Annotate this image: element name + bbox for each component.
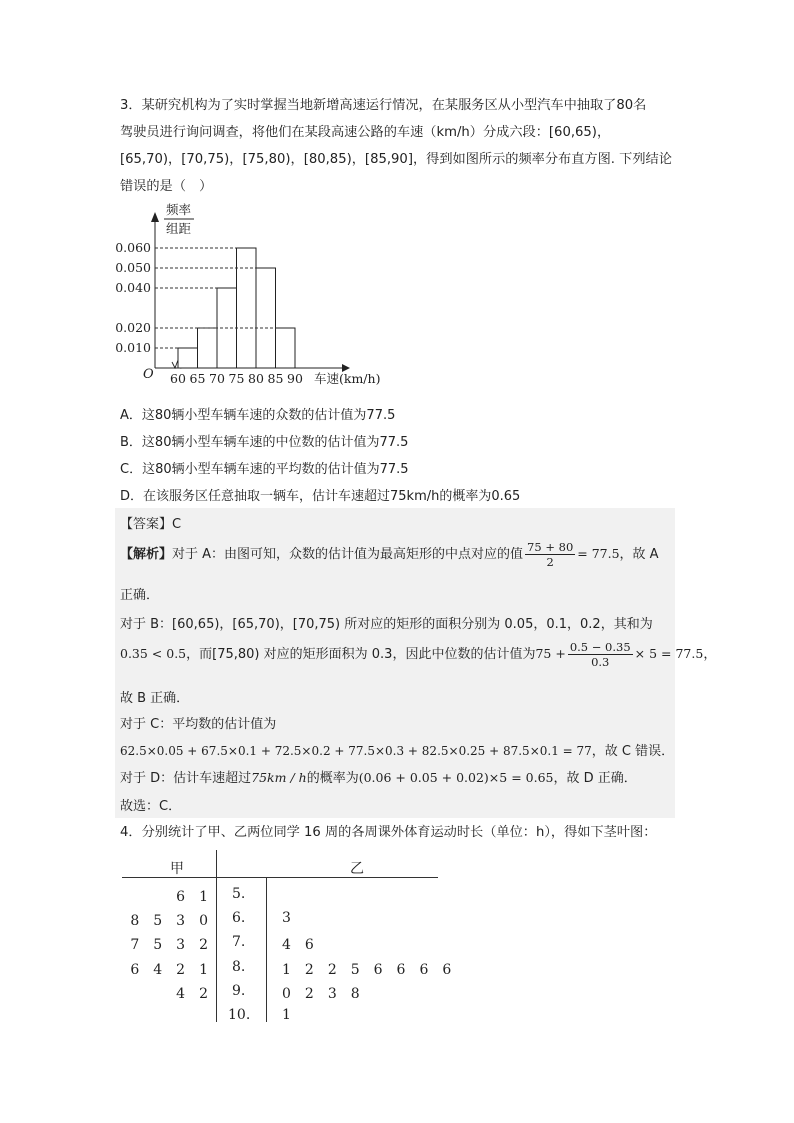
leaf-right-row-6: 1 bbox=[282, 1007, 291, 1023]
b-end: ， bbox=[703, 647, 717, 662]
analysis-a-line2: 正确． bbox=[120, 588, 160, 603]
option-c: C．这80辆小型车辆车速的平均数的估计值为77.5 bbox=[120, 462, 409, 477]
leaf-right-row-2: 3 bbox=[282, 910, 291, 926]
mean-expression: 62.5×0.05 + 67.5×0.1 + 72.5×0.2 + 77.5×0.3 + 82.5×0.25 + 87.5×0.1 = 77 bbox=[120, 744, 592, 758]
d-text2: 的概率为 bbox=[306, 771, 359, 786]
y-tick-label: 0.010 bbox=[115, 340, 151, 355]
stem-row-3: 7. bbox=[232, 934, 246, 950]
b-inequality: 0.35 < 0.5 bbox=[120, 646, 187, 661]
analysis-a-text: 对于 A：由图可知，众数的估计值为最高矩形的中点对应的值 bbox=[172, 547, 524, 562]
analysis-d-line bbox=[120, 767, 637, 786]
answer-line bbox=[120, 513, 181, 532]
stem-leaf-header-left: 甲 bbox=[170, 861, 184, 877]
leaf-left-row-2: 8 5 3 0 bbox=[130, 913, 208, 929]
mode-fraction-num: 75 + 80 bbox=[527, 540, 574, 554]
y-tick-label: 0.020 bbox=[115, 320, 151, 335]
d-end: ，故 D 正确． bbox=[553, 771, 637, 786]
histogram-bar bbox=[198, 328, 218, 368]
c-end: ，故 C 错误． bbox=[591, 744, 675, 759]
x-axis-label: 车速(km/h) bbox=[314, 371, 381, 386]
median-fraction-den: 0.3 bbox=[591, 655, 610, 669]
y-axis-arrow bbox=[151, 212, 159, 222]
analysis-label: 【解析】 bbox=[120, 547, 173, 562]
stem-row-4: 8. bbox=[232, 959, 246, 975]
stem-leaf-header-right: 乙 bbox=[350, 861, 364, 877]
median-fraction bbox=[568, 640, 633, 669]
analysis-a-line bbox=[120, 540, 659, 569]
analysis-b-line1: 对于 B：[60,65)，[65,70)，[70,75) 所对应的矩形的面积分别为 0.05，0.1，0.2，其和为 bbox=[120, 617, 653, 632]
leaf-left-row-3: 7 5 3 2 bbox=[130, 937, 208, 953]
leaf-left-row-5: 4 2 bbox=[176, 986, 208, 1002]
x-tick-label: 85 bbox=[267, 371, 284, 386]
origin-label: O bbox=[143, 367, 154, 382]
y-tick-label: 0.060 bbox=[115, 240, 151, 255]
y-axis-label-numerator: 频率 bbox=[166, 202, 192, 217]
option-b: B．这80辆小型车辆车速的中位数的估计值为77.5 bbox=[120, 435, 409, 450]
mode-fraction-den: 2 bbox=[546, 555, 554, 569]
x-tick-label: 65 bbox=[189, 371, 206, 386]
x-tick-label: 80 bbox=[248, 371, 264, 386]
histogram-bar bbox=[178, 348, 198, 368]
x-tick-label: 70 bbox=[209, 371, 225, 386]
option-d: D．在该服务区任意抽取一辆车，估计车速超过75km/h的概率为0.65 bbox=[120, 489, 521, 504]
analysis-c-line2 bbox=[120, 740, 674, 759]
answer-label: 【答案】 bbox=[120, 517, 173, 532]
analysis-b-line3: 故 B 正确． bbox=[120, 691, 190, 706]
q3-line-4: 错误的是（ ） bbox=[120, 179, 213, 194]
option-a: A．这80辆小型车辆车速的众数的估计值为77.5 bbox=[120, 408, 396, 423]
analysis-b-line2 bbox=[120, 640, 716, 669]
b-text: ，而[75,80) 对应的矩形面积为 0.3，因此中位数的估计值为 bbox=[186, 647, 536, 662]
q3-line-2: 驾驶员进行询问调查，将他们在某段高速公路的车速（km/h）分成六段：[60,65)， bbox=[120, 125, 611, 140]
leaf-left-row-1: 6 1 bbox=[176, 889, 208, 905]
stem-leaf-header-rule bbox=[122, 877, 438, 878]
leaf-right-row-3: 4 6 bbox=[282, 937, 314, 953]
histogram-bar bbox=[276, 328, 296, 368]
histogram-bar bbox=[256, 268, 276, 368]
d-expression: (0.06 + 0.05 + 0.02)×5 = 0.65 bbox=[358, 770, 554, 785]
stem-row-6: 10. bbox=[228, 1007, 251, 1023]
d-unit: 75km / h bbox=[251, 770, 307, 785]
x-tick-label: 60 bbox=[170, 371, 186, 386]
answer-value: C bbox=[172, 517, 182, 532]
stem-row-1: 5. bbox=[232, 886, 246, 902]
histogram-bar bbox=[237, 248, 257, 368]
q3-line-3: [65,70)，[70,75)，[75,80)，[80,85)，[85,90]，得到如图所示的频率分布直方图. 下列结论 bbox=[120, 152, 672, 167]
d-text: 对于 D：估计车速超过 bbox=[120, 771, 252, 786]
mode-fraction bbox=[525, 540, 575, 569]
stem-row-5: 9. bbox=[232, 983, 246, 999]
choose-line: 故选：C． bbox=[120, 799, 182, 814]
stem-row-2: 6. bbox=[232, 910, 246, 926]
median-fraction-num: 0.5 − 0.35 bbox=[569, 640, 631, 654]
q4-text: 4．分别统计了甲、乙两位同学 16 周的各周课外体育运动时长（单位：h），得如下茎叶图： bbox=[120, 825, 657, 840]
histogram-plot bbox=[115, 202, 380, 386]
y-axis-label-denominator: 组距 bbox=[166, 221, 192, 236]
y-tick-label: 0.050 bbox=[115, 260, 151, 275]
x-tick-label: 90 bbox=[287, 371, 303, 386]
stem-leaf-plot bbox=[120, 850, 452, 1030]
b-expr-suffix: × 5 = 77.5 bbox=[634, 646, 704, 661]
leaf-left-row-4: 6 4 2 1 bbox=[130, 962, 208, 978]
leaf-right-row-4: 1 2 2 5 6 6 6 6 bbox=[282, 962, 452, 978]
frequency-histogram bbox=[110, 200, 410, 398]
mode-result: = 77.5 bbox=[577, 546, 620, 561]
leaf-right-row-5: 0 2 3 8 bbox=[282, 986, 360, 1002]
b-expr-prefix: 75 + bbox=[535, 646, 566, 661]
q3-line-1: 3．某研究机构为了实时掌握当地新增高速运行情况，在某服务区从小型汽车中抽取了80名 bbox=[120, 98, 647, 113]
x-tick-label: 75 bbox=[228, 371, 245, 386]
stem-leaf-divider-right bbox=[266, 877, 267, 1022]
stem-leaf-divider-left bbox=[216, 850, 217, 1022]
y-tick-label: 0.040 bbox=[115, 280, 151, 295]
analysis-c-line1: 对于 C：平均数的估计值为 bbox=[120, 717, 277, 732]
analysis-a-end: ，故 A bbox=[619, 547, 659, 562]
